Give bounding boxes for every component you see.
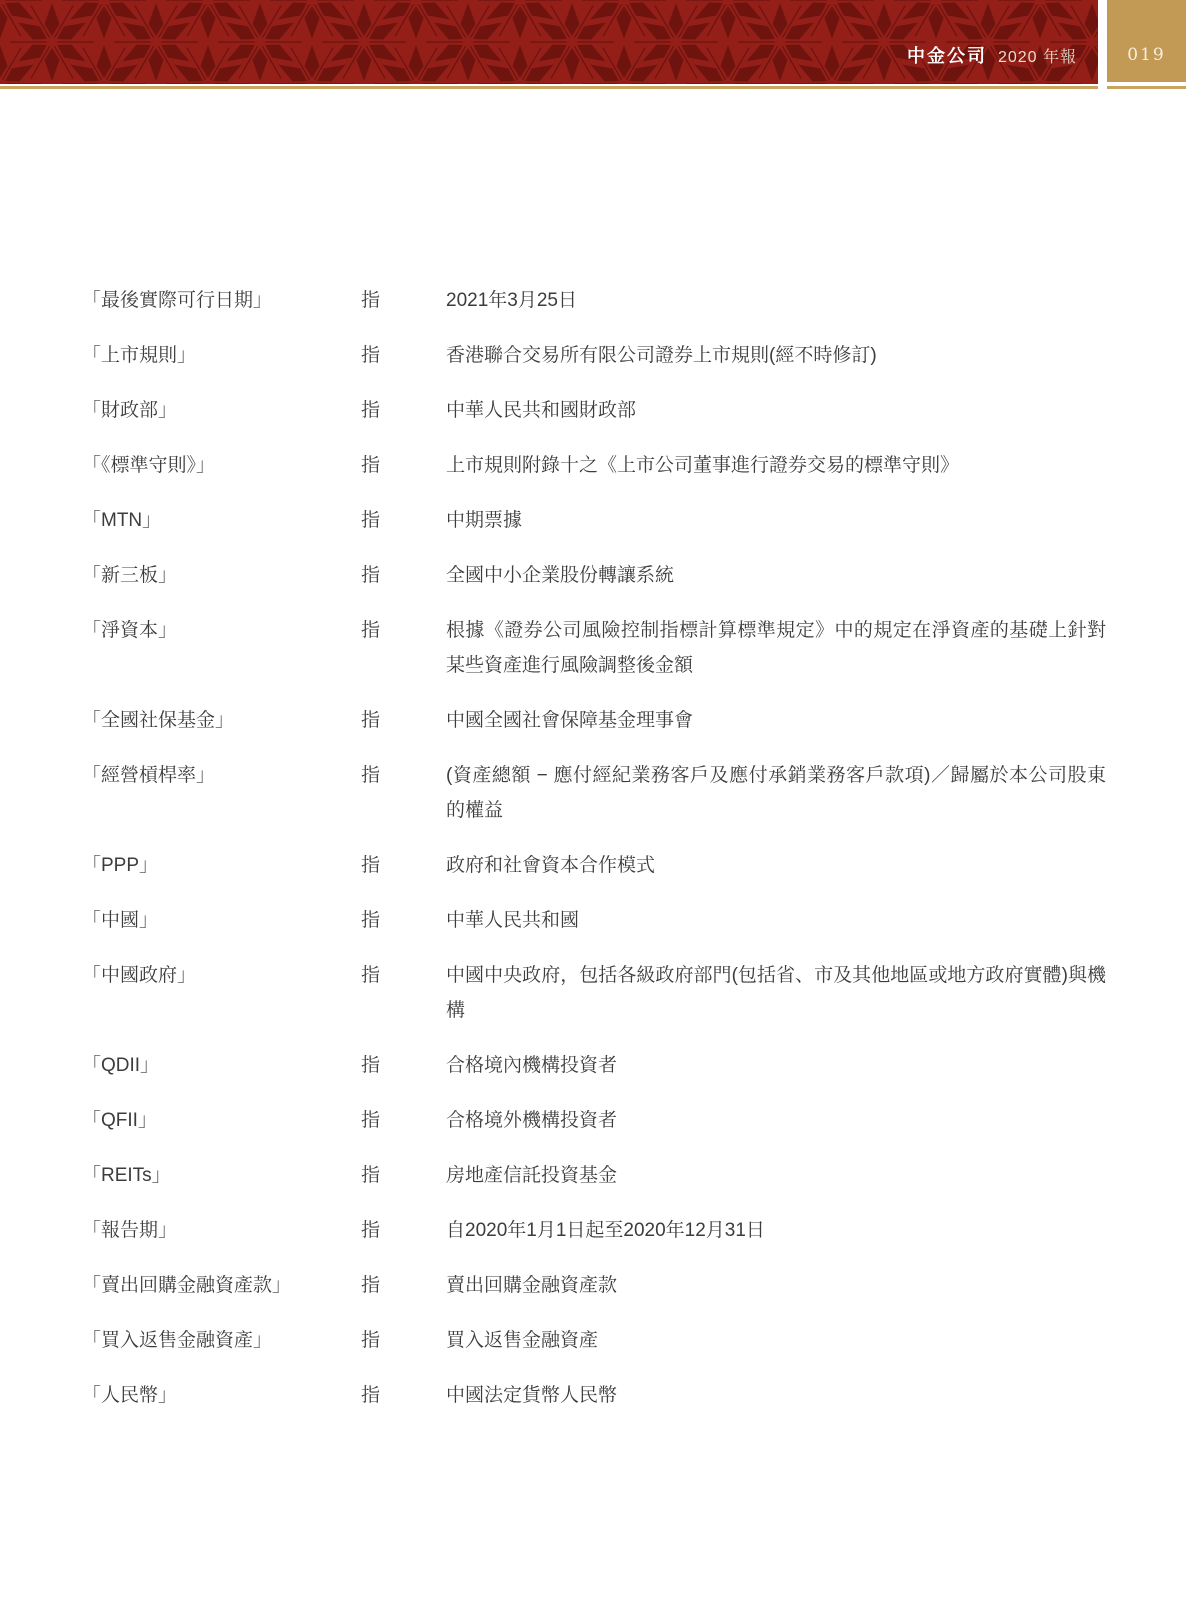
glossary-connector: 指 — [361, 345, 381, 366]
header-pagebox-column — [1107, 0, 1186, 89]
glossary-row — [82, 1323, 1146, 1358]
glossary-definition: 2021年3月25日 — [446, 290, 577, 311]
glossary-row — [82, 558, 1146, 593]
glossary-definition: 賣出回購金融資產款 — [446, 1275, 618, 1296]
glossary-row — [82, 1158, 1146, 1193]
glossary-connector: 指 — [361, 965, 381, 986]
glossary-term: 「PPP」 — [82, 855, 159, 876]
glossary-connector: 指 — [361, 1165, 381, 1186]
glossary-term: 「MTN」 — [82, 510, 162, 531]
glossary-connector: 指 — [361, 765, 381, 786]
glossary-row — [82, 758, 1146, 828]
glossary-definition: 中華人民共和國財政部 — [446, 400, 637, 421]
glossary-connector: 指 — [361, 565, 381, 586]
glossary-connector: 指 — [361, 620, 381, 641]
glossary-connector: 指 — [361, 1275, 381, 1296]
glossary-row — [82, 1103, 1146, 1138]
page-number: 019 — [1127, 45, 1166, 65]
glossary-term: 「《標準守則》」 — [82, 455, 216, 476]
page-number-box — [1107, 0, 1186, 82]
glossary-connector: 指 — [361, 290, 381, 311]
glossary-connector: 指 — [361, 1330, 381, 1351]
glossary-connector: 指 — [361, 510, 381, 531]
glossary-term: 「新三板」 — [82, 565, 178, 586]
glossary-term: 「買入返售金融資產」 — [82, 1330, 273, 1351]
glossary-definition: 全國中小企業股份轉讓系統 — [446, 565, 675, 586]
gold-rule-right — [1107, 86, 1186, 89]
glossary-definition: 買入返售金融資產 — [446, 1330, 599, 1351]
glossary-term: 「REITs」 — [82, 1165, 171, 1186]
glossary-row — [82, 613, 1146, 683]
glossary-definition: (資產總額 − 應付經紀業務客戶及應付承銷業務客戶款項)／歸屬於本公司股東的權益 — [446, 765, 1106, 821]
glossary-list — [0, 283, 1190, 1413]
glossary-connector: 指 — [361, 710, 381, 731]
glossary-definition: 中華人民共和國 — [446, 910, 580, 931]
report-title: 2020 年報 — [997, 49, 1077, 66]
glossary-connector: 指 — [361, 1055, 381, 1076]
glossary-term: 「全國社保基金」 — [82, 710, 235, 731]
glossary-term: 「中國政府」 — [82, 965, 197, 986]
company-name: 中金公司 — [906, 46, 987, 66]
glossary-definition: 合格境外機構投資者 — [446, 1110, 618, 1131]
glossary-term: 「財政部」 — [82, 400, 178, 421]
glossary-term: 「報告期」 — [82, 1220, 178, 1241]
glossary-row — [82, 958, 1146, 1028]
glossary-definition: 中國全國社會保障基金理事會 — [446, 710, 694, 731]
glossary-row — [82, 338, 1146, 373]
glossary-definition: 自2020年1月1日起至2020年12月31日 — [446, 1220, 765, 1241]
glossary-row — [82, 1378, 1146, 1413]
page-header — [0, 0, 1190, 89]
glossary-row — [82, 503, 1146, 538]
glossary-definition: 香港聯合交易所有限公司證券上市規則(經不時修訂) — [446, 345, 877, 366]
banner-title — [907, 47, 1077, 66]
glossary-connector: 指 — [361, 400, 381, 421]
glossary-row — [82, 448, 1146, 483]
glossary-term: 「QFII」 — [82, 1110, 157, 1131]
glossary-row — [82, 848, 1146, 883]
glossary-connector: 指 — [361, 910, 381, 931]
glossary-row — [82, 1268, 1146, 1303]
glossary-definition: 房地產信託投資基金 — [446, 1165, 618, 1186]
glossary-definition: 政府和社會資本合作模式 — [446, 855, 656, 876]
glossary-term: 「人民幣」 — [82, 1385, 178, 1406]
glossary-row — [82, 1213, 1146, 1248]
glossary-definition: 中期票據 — [446, 510, 523, 531]
glossary-connector: 指 — [361, 1220, 381, 1241]
glossary-term: 「淨資本」 — [82, 620, 178, 641]
glossary-definition: 上市規則附錄十之《上市公司董事進行證券交易的標準守則》 — [446, 455, 960, 476]
gold-rule-left — [0, 86, 1098, 89]
glossary-definition: 合格境內機構投資者 — [446, 1055, 618, 1076]
asanoha-pattern-icon — [0, 0, 1098, 84]
glossary-connector: 指 — [361, 1110, 381, 1131]
glossary-row — [82, 903, 1146, 938]
glossary-connector: 指 — [361, 455, 381, 476]
glossary-connector: 指 — [361, 855, 381, 876]
glossary-connector: 指 — [361, 1385, 381, 1406]
glossary-definition: 根據《證券公司風險控制指標計算標準規定》中的規定在淨資產的基礎上針對某些資產進行風險調整後金額 — [446, 620, 1106, 676]
glossary-term: 「QDII」 — [82, 1055, 160, 1076]
header-banner-column — [0, 0, 1098, 89]
glossary-term: 「中國」 — [82, 910, 159, 931]
glossary-term: 「經營槓桿率」 — [82, 765, 216, 786]
glossary-row — [82, 283, 1146, 318]
glossary-term: 「賣出回購金融資產款」 — [82, 1275, 292, 1296]
glossary-definition: 中國中央政府，包括各級政府部門(包括省、市及其他地區或地方政府實體)與機構 — [446, 965, 1106, 1021]
glossary-definition: 中國法定貨幣人民幣 — [446, 1385, 618, 1406]
glossary-row — [82, 1048, 1146, 1083]
glossary-row — [82, 393, 1146, 428]
glossary-term: 「上市規則」 — [82, 345, 197, 366]
glossary-row — [82, 703, 1146, 738]
glossary-term: 「最後實際可行日期」 — [82, 290, 273, 311]
header-banner — [0, 0, 1098, 84]
